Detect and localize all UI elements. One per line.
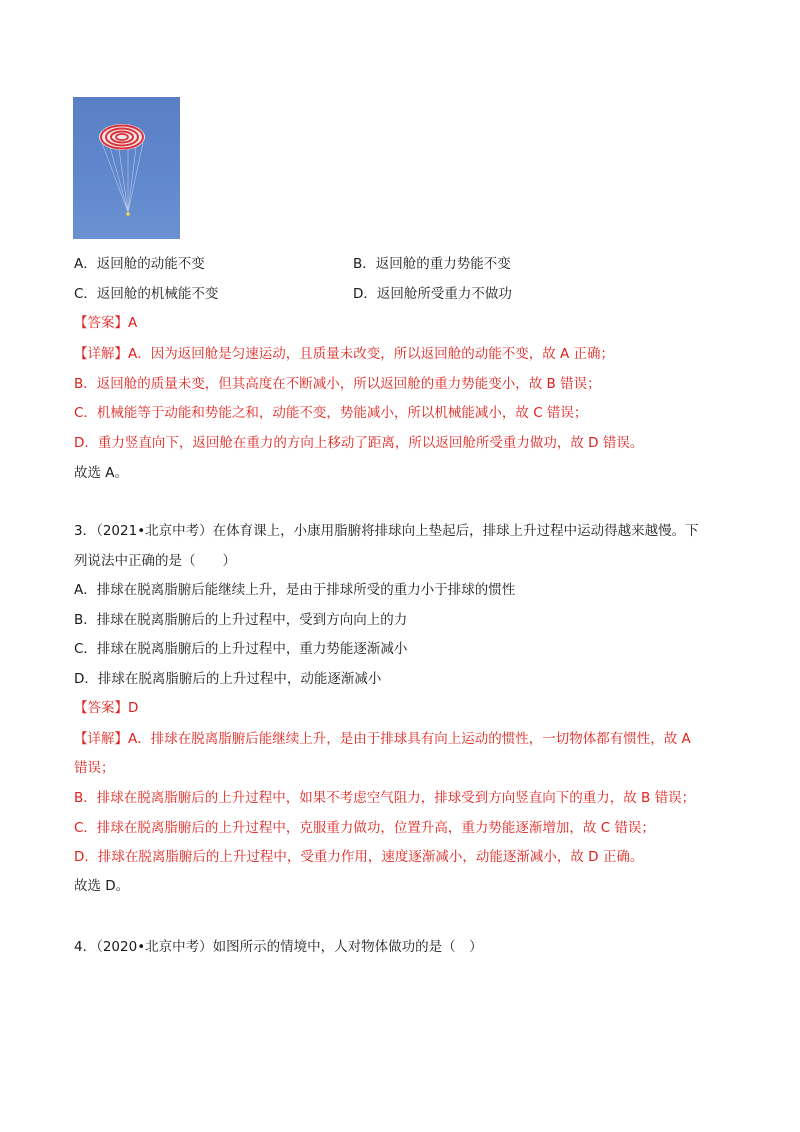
q3-explanation-line: C．排球在脱离脂腑后的上升过程中，克服重力做功，位置升高，重力势能逐渐增加，故 C 错误； (74, 820, 655, 836)
q3-option-a: A．排球在脱离脂腑后能继续上升，是由于排球所受的重力小于排球的惯性 (74, 582, 516, 598)
q2-explanation-line: B．返回舱的质量未变，但其高度在不断减小，所以返回舱的重力势能变小，故 B 错误； (74, 376, 601, 392)
q2-option-d: D．返回舱所受重力不做功 (353, 286, 512, 302)
q3-option-d: D．排球在脱离脂腑后的上升过程中，动能逐渐减小 (74, 671, 382, 687)
q2-explanation-line: D．重力竖直向下，返回舱在重力的方向上移动了距离，所以返回舱所受重力做功，故 D 错误。 (74, 435, 644, 451)
q3-stem-line: 列说法中正确的是（ ） (74, 553, 236, 569)
q2-conclusion: 故选 A。 (74, 465, 129, 481)
q2-explanation-line: 【详解】A．因为返回舱是匀速运动，且质量未改变，所以返回舱的动能不变，故 A 正确； (74, 346, 615, 362)
q3-stem-line: 3．（2021•北京中考）在体育课上，小康用脂腑将排球向上垫起后，排球上升过程中运动得越来越慢。下 (74, 523, 699, 539)
q2-option-a: A．返回舱的动能不变 (74, 256, 205, 272)
q3-option-c: C．排球在脱离脂腑后的上升过程中，重力势能逐渐减小 (74, 641, 408, 657)
parachute-canopy (99, 124, 145, 150)
q2-option-c: C．返回舱的机械能不变 (74, 286, 219, 302)
return-capsule (126, 212, 130, 216)
q3-option-b: B．排球在脱离脂腑后的上升过程中，受到方向向上的力 (74, 612, 408, 628)
q3-explanation-line: B．排球在脱离脂腑后的上升过程中，如果不考虑空气阻力，排球受到方向竖直向下的重力，故 B 错误； (74, 790, 696, 806)
q2-explanation-line: C．机械能等于动能和势能之和，动能不变，势能减小，所以机械能减小，故 C 错误； (74, 405, 588, 421)
q4-stem: 4．（2020•北京中考）如图所示的情境中，人对物体做功的是（ ） (74, 939, 483, 955)
q3-conclusion: 故选 D。 (74, 878, 130, 894)
q3-explanation-line: 【详解】A．排球在脱离脂腑后能继续上升，是由于排球具有向上运动的惯性，一切物体都有惯性，故 A (74, 731, 691, 747)
parachute-lines (102, 143, 143, 212)
q3-explanation-line: D．排球在脱离脂腑后的上升过程中，受重力作用，速度逐渐减小，动能逐渐减小，故 D 正确。 (74, 849, 644, 865)
q2-answer: 【答案】A (74, 315, 138, 331)
q3-answer: 【答案】D (74, 700, 139, 716)
q2-option-b: B．返回舱的重力势能不变 (353, 256, 511, 272)
parachute-photo (73, 97, 180, 239)
q3-explanation-line: 错误； (74, 760, 115, 776)
